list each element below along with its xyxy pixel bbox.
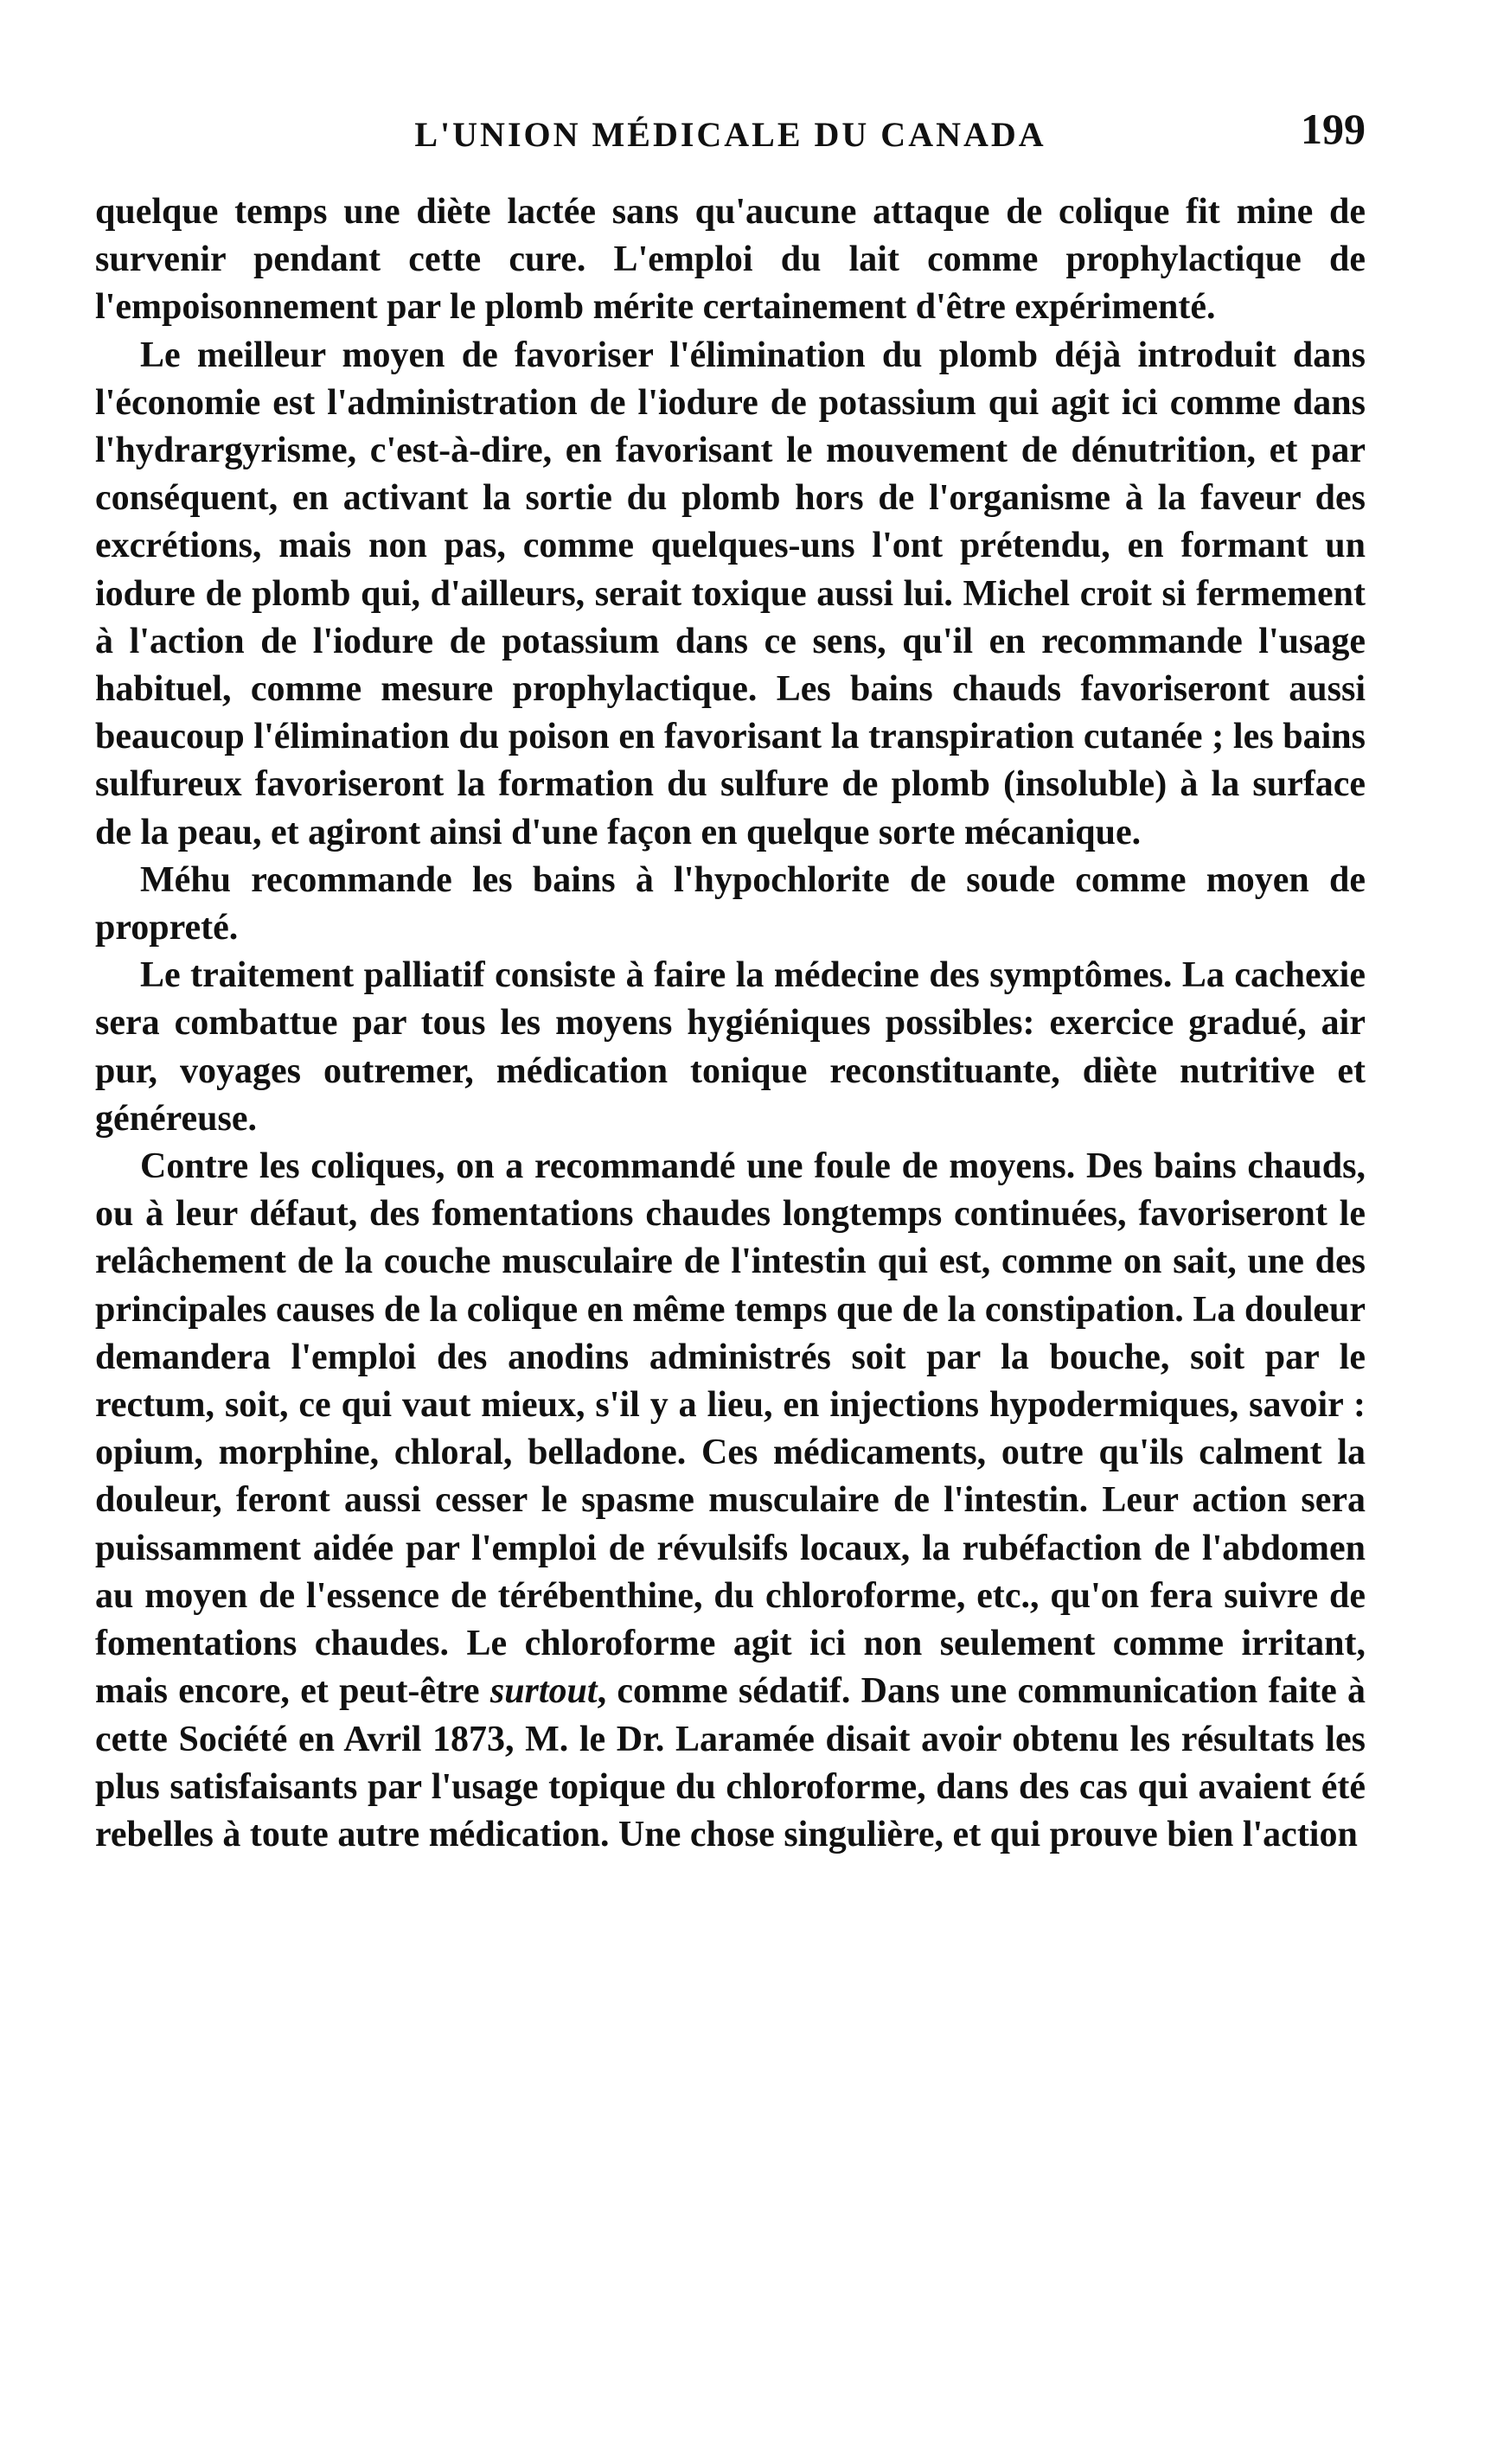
- paragraph-1: quelque temps une diète lactée sans qu'aucune attaque de colique fit mine de survenir pendant cette cure. L'emploi du lait comme prophylactique de l'empoisonnement par le plomb mérite certainement d'être expérimenté.: [95, 192, 1366, 328]
- page-number: 199: [1301, 105, 1366, 153]
- paragraph-5-part-2: , comme sédatif. Dans une communication faite à cette Société en Avril 1873, M. le Dr. Laramée disait avoir obtenu les résultats les plus satisfaisants par l'usage topique du chloroforme, dans des cas qui avaient été rebelles à toute autre médication. Une chose singulière, et qui prouve bien l'action: [95, 1671, 1366, 1854]
- paragraph-3: Méhu recommande les bains à l'hypochlorite de soude comme moyen de propreté.: [95, 859, 1366, 948]
- running-head: [95, 102, 1366, 171]
- paragraph-4: Le traitement palliatif consiste à faire la médecine des symptômes. La cachexie sera combattue par tous les moyens hygiéniques possibles: exercice gradué, air pur, voyages outremer, médication tonique reconstituante, diète nutritive et généreuse.: [95, 955, 1366, 1139]
- paragraph-5: [95, 1143, 1366, 1859]
- running-title: L'UNION MÉDICALE DU CANADA: [414, 115, 1046, 154]
- italic-word: surtout: [489, 1671, 598, 1712]
- body-text: [95, 188, 1366, 1859]
- paragraph-5-part-1: Contre les coliques, on a recommandé une foule de moyens. Des bains chauds, ou à leur défaut, des fomentations chaudes longtemps continuées, favoriseront le relâchement de la couche musculaire de l'intestin qui est, comme on sait, une des principales causes de la colique en même temps que de la constipation. La douleur demandera l'emploi des anodins administrés soit par la bouche, soit par le rectum, soit, ce qui vaut mieux, s'il y a lieu, en injections hypodermiques, savoir : opium, morphine, chloral, belladone. Ces médicaments, outre qu'ils calment la douleur, feront aussi cesser le spasme musculaire de l'intestin. Leur action sera puissamment aidée par l'emploi de révulsifs locaux, la rubéfaction de l'abdomen au moyen de l'essence de térébenthine, du chloroforme, etc., qu'on fera suivre de fomentations chaudes. Le chloroforme agit ici non seulement comme irritant, mais encore, et peut-être: [95, 1146, 1366, 1712]
- paragraph-2: Le meilleur moyen de favoriser l'élimination du plomb déjà introduit dans l'économie est l'administration de l'iodure de potassium qui agit ici comme dans l'hydrargyrisme, c'est-à-dire, en favorisant le mouvement de dénutrition, et par conséquent, en activant la sortie du plomb hors de l'organisme à la faveur des excrétions, mais non pas, comme quelques-uns l'ont prétendu, en formant un iodure de plomb qui, d'ailleurs, serait toxique aussi lui. Michel croit si fermement à l'action de l'iodure de potassium dans ce sens, qu'il en recommande l'usage habituel, comme mesure prophylactique. Les bains chauds favoriseront aussi beaucoup l'élimination du poison en favorisant la transpiration cutanée ; les bains sulfureux favoriseront la formation du sulfure de plomb (insoluble) à la surface de la peau, et agiront ainsi d'une façon en quelque sorte mécanique.: [95, 335, 1366, 852]
